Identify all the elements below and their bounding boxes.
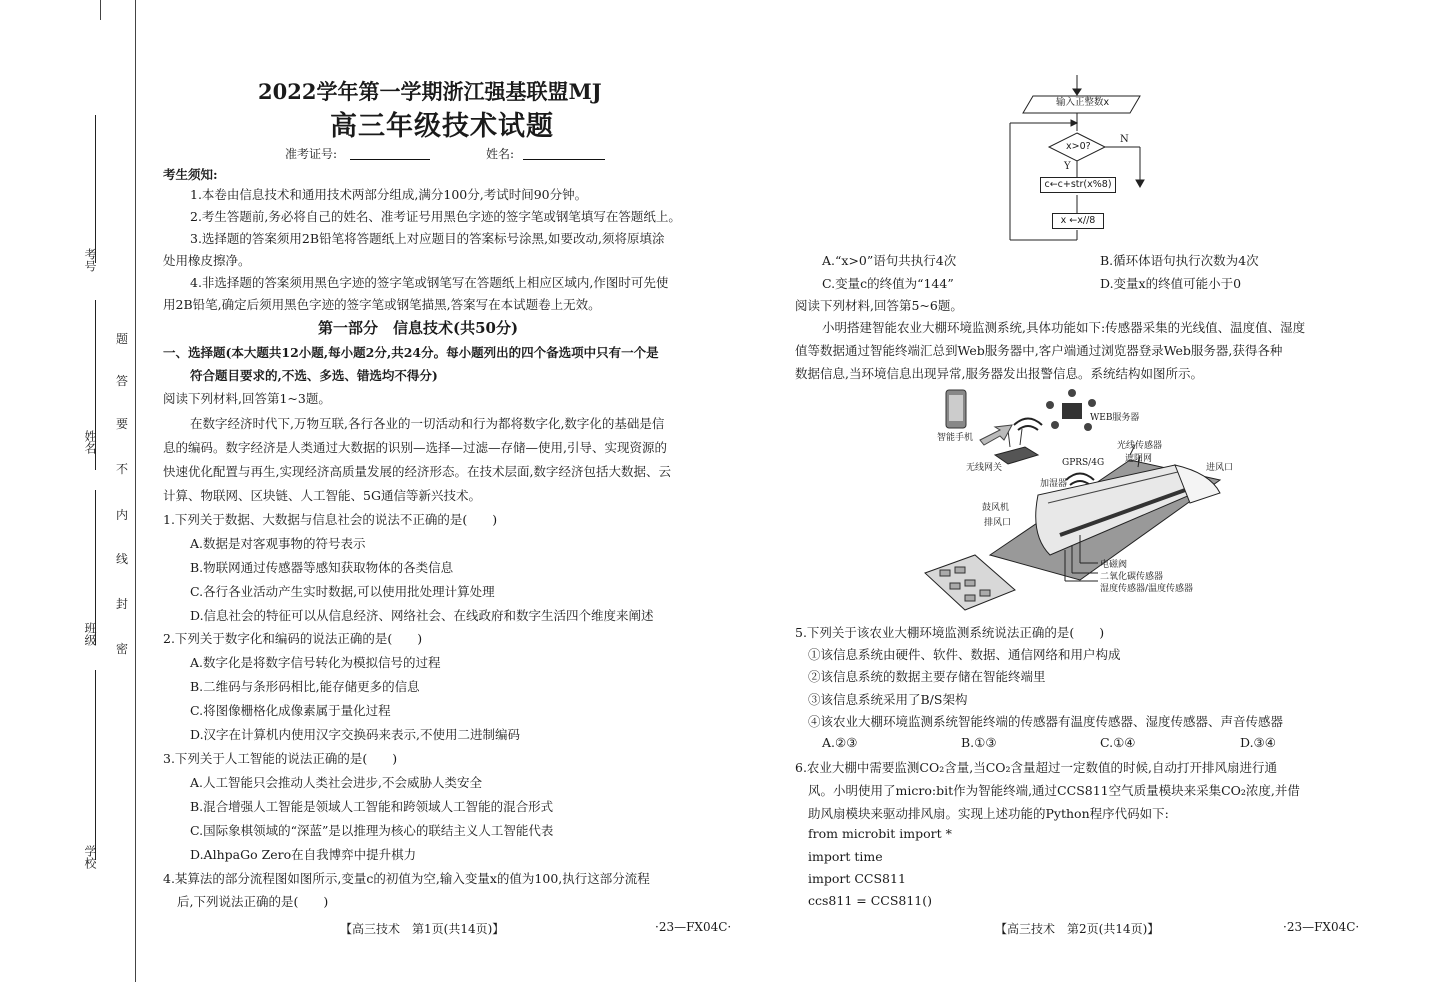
passage-line: 值等数据通过智能终端汇总到Web服务器中,客户端通过浏览器登录Web服务器,获得各种	[795, 343, 1283, 358]
flowchart-step-c: c←c+str(x%8)	[1040, 177, 1116, 193]
passage-line: 息的编码。数字经济是人类通过大数据的识别—选择—过滤—存储—使用,引导、实现资源的	[163, 440, 667, 455]
label-humidifier: 加湿器	[1040, 479, 1068, 489]
notice-line: 1.本卷由信息技术和通用技术两部分组成,满分100分,考试时间90分钟。	[190, 187, 588, 202]
label-gateway: 无线网关	[966, 463, 1003, 473]
option: B.二维码与条形码相比,能存储更多的信息	[190, 679, 420, 694]
label-light-sensor: 光线传感器	[1117, 441, 1163, 451]
label-outlet: 排风口	[984, 518, 1012, 528]
label-blower: 鼓风机	[982, 503, 1010, 513]
section-heading-cont: 符合题目要求的,不选、多选、错选均不得分)	[190, 368, 438, 383]
option: C.变量c的终值为“144”	[822, 276, 954, 291]
binding-line	[135, 0, 136, 982]
notice-line: 4.非选择题的答案须用黑色字迹的签字笔或钢笔写在答题纸上相应区域内,作图时可先使	[190, 275, 669, 290]
question-stem-cont: 后,下列说法正确的是( )	[177, 894, 329, 909]
school-label: 学校	[83, 845, 97, 869]
option: A.“x>0”语句共执行4次	[822, 253, 957, 268]
option: A.数据是对客观事物的符号表示	[190, 536, 366, 551]
page-code-left: ·23—FX04C·	[655, 920, 732, 934]
statement: ④该农业大棚环境监测系统智能终端的传感器有温度传感器、湿度传感器、声音传感器	[808, 714, 1284, 729]
option: D.信息社会的特征可以从信息经济、网络社会、在线政府和数字生活四个维度来阐述	[190, 608, 654, 623]
margin-top-line	[100, 0, 101, 20]
code-line: import CCS811	[808, 871, 906, 886]
label-web-server: WEB服务器	[1090, 413, 1140, 423]
question-stem-cont: 助风扇模块来驱动排风扇。实现上述功能的Python程序代码如下:	[808, 806, 1169, 821]
flowchart-no: N	[1120, 134, 1129, 145]
passage-line: 在数字经济时代下,万物互联,各行各业的一切活动和行为都将数字化,数字化的基础是信	[190, 416, 665, 431]
code-line: ccs811 = CCS811()	[808, 893, 932, 908]
passage-line: 数据信息,当环境信息出现异常,服务器发出报警信息。系统结构如图所示。	[795, 366, 1203, 381]
seal-char: 内	[116, 508, 129, 522]
option: B.混合增强人工智能是领域人工智能和跨领域人工智能的混合形式	[190, 799, 554, 814]
label-temp: 湿度传感器/温度传感器	[1100, 584, 1194, 594]
name-label: 姓名:	[486, 147, 515, 161]
label-phone: 智能手机	[937, 433, 974, 443]
label-valve: 电磁阀	[1100, 560, 1128, 570]
seal-char: 封	[116, 597, 129, 611]
exam-title: 2022学年第一学期浙江强基联盟MJ	[258, 79, 602, 104]
name-field[interactable]	[523, 159, 605, 160]
passage-line: 快速优化配置与再生,实现经济高质量发展的经济形态。在技术层面,数字经济包括大数据、云	[163, 464, 671, 479]
code-line: from microbit import *	[808, 826, 952, 841]
label-co2: 二氧化碳传感器	[1100, 572, 1164, 582]
passage-line: 计算、物联网、区块链、人工智能、5G通信等新兴技术。	[163, 488, 481, 503]
read-intro: 阅读下列材料,回答第1~3题。	[163, 391, 331, 406]
question-stem-cont: 风。小明使用了micro:bit作为智能终端,通过CCS811空气质量模块来采集CO₂浓度,并借	[808, 783, 1300, 798]
question-stem: 6.农业大棚中需要监测CO₂含量,当CO₂含量超过一定数值的时候,自动打开排风扇进行通	[795, 760, 1278, 775]
question-stem: 5.下列关于该农业大棚环境监测系统说法正确的是( )	[795, 625, 1105, 640]
class-label: 班级	[83, 622, 97, 646]
question-stem: 1.下列关于数据、大数据与信息社会的说法不正确的是( )	[163, 512, 498, 527]
notice-heading: 考生须知:	[163, 167, 218, 182]
notice-line: 3.选择题的答案须用2B铅笔将答题纸上对应题目的答案标号涂黑,如要改动,须将原填涂	[190, 231, 665, 246]
section-heading: 一、选择题(本大题共12小题,每小题2分,共24分。每小题列出的四个备选项中只有一个是	[163, 345, 659, 360]
page-footer-right: 【高三技术 第2页(共14页)】	[995, 922, 1160, 936]
flowchart-step-x: x ←x//8	[1052, 213, 1104, 229]
name-side-label: 姓名	[83, 430, 97, 454]
code-line: import time	[808, 849, 883, 864]
seal-char: 答	[116, 374, 129, 388]
flowchart-condition: x>0?	[1066, 141, 1091, 152]
seal-char: 要	[116, 417, 129, 431]
seal-char: 线	[116, 552, 129, 566]
statement: ①该信息系统由硬件、软件、数据、通信网络和用户构成	[808, 647, 1121, 662]
label-gprs: GPRS/4G	[1062, 458, 1105, 468]
option: C.将图像栅格化成像素属于量化过程	[190, 703, 391, 718]
page-code-right: ·23—FX04C·	[1283, 920, 1360, 934]
option: A.②③	[822, 735, 858, 750]
option: C.①④	[1100, 735, 1136, 750]
option: C.国际象棋领域的“深蓝”是以推理为核心的联结主义人工智能代表	[190, 823, 554, 838]
exam-id-field[interactable]	[350, 159, 430, 160]
option: B.①③	[961, 735, 997, 750]
flowchart-yes: Y	[1064, 161, 1071, 172]
label-inlet: 进风口	[1206, 463, 1234, 473]
statement: ②该信息系统的数据主要存储在智能终端里	[808, 669, 1046, 684]
question-stem: 3.下列关于人工智能的说法正确的是( )	[163, 751, 398, 766]
flowchart-input: 输入正整数x	[1055, 97, 1110, 108]
exam-id-label: 准考证号:	[285, 147, 338, 161]
option: A.人工智能只会推动人类社会进步,不会威胁人类安全	[190, 775, 482, 790]
notice-line: 用2B铅笔,确定后须用黑色字迹的签字笔或钢笔描黑,答案写在本试题卷上无效。	[163, 297, 601, 312]
label-shade: 遮阳网	[1125, 454, 1153, 464]
statement: ③该信息系统采用了B/S架构	[808, 692, 968, 707]
option: D.变量x的终值可能小于0	[1100, 276, 1242, 291]
passage-line: 小明搭建智能农业大棚环境监测系统,具体功能如下:传感器采集的光线值、温度值、湿度	[822, 320, 1306, 335]
exam-no-rule	[95, 115, 96, 263]
option: D.AlhpaGo Zero在自我博弈中提升棋力	[190, 847, 417, 862]
option: D.汉字在计算机内使用汉字交换码来表示,不使用二进制编码	[190, 727, 521, 742]
exam-subtitle: 高三年级技术试题	[330, 111, 554, 142]
school-rule	[95, 670, 96, 860]
seal-char: 题	[116, 332, 129, 346]
page-footer-left: 【高三技术 第1页(共14页)】	[340, 922, 505, 936]
seal-char: 密	[116, 642, 129, 656]
notice-line: 处用橡皮擦净。	[163, 253, 251, 268]
option: D.③④	[1240, 735, 1276, 750]
part1-title: 第一部分 信息技术(共50分)	[318, 319, 519, 337]
option: C.各行各业活动产生实时数据,可以使用批处理计算处理	[190, 584, 495, 599]
option: B.循环体语句执行次数为4次	[1100, 253, 1259, 268]
seal-char: 不	[116, 462, 129, 476]
option: B.物联网通过传感器等感知获取物体的各类信息	[190, 560, 454, 575]
question-stem: 4.某算法的部分流程图如图所示,变量c的初值为空,输入变量x的值为100,执行这部分流程	[163, 871, 650, 886]
question-stem: 2.下列关于数字化和编码的说法正确的是( )	[163, 631, 423, 646]
notice-line: 2.考生答题前,务必将自己的姓名、准考证号用黑色字迹的签字笔或钢笔填写在答题纸上。	[190, 209, 681, 224]
exam-no-label: 考号	[83, 248, 97, 272]
read-intro-2: 阅读下列材料,回答第5~6题。	[795, 298, 963, 313]
option: A.数字化是将数字信号转化为模拟信号的过程	[190, 655, 441, 670]
